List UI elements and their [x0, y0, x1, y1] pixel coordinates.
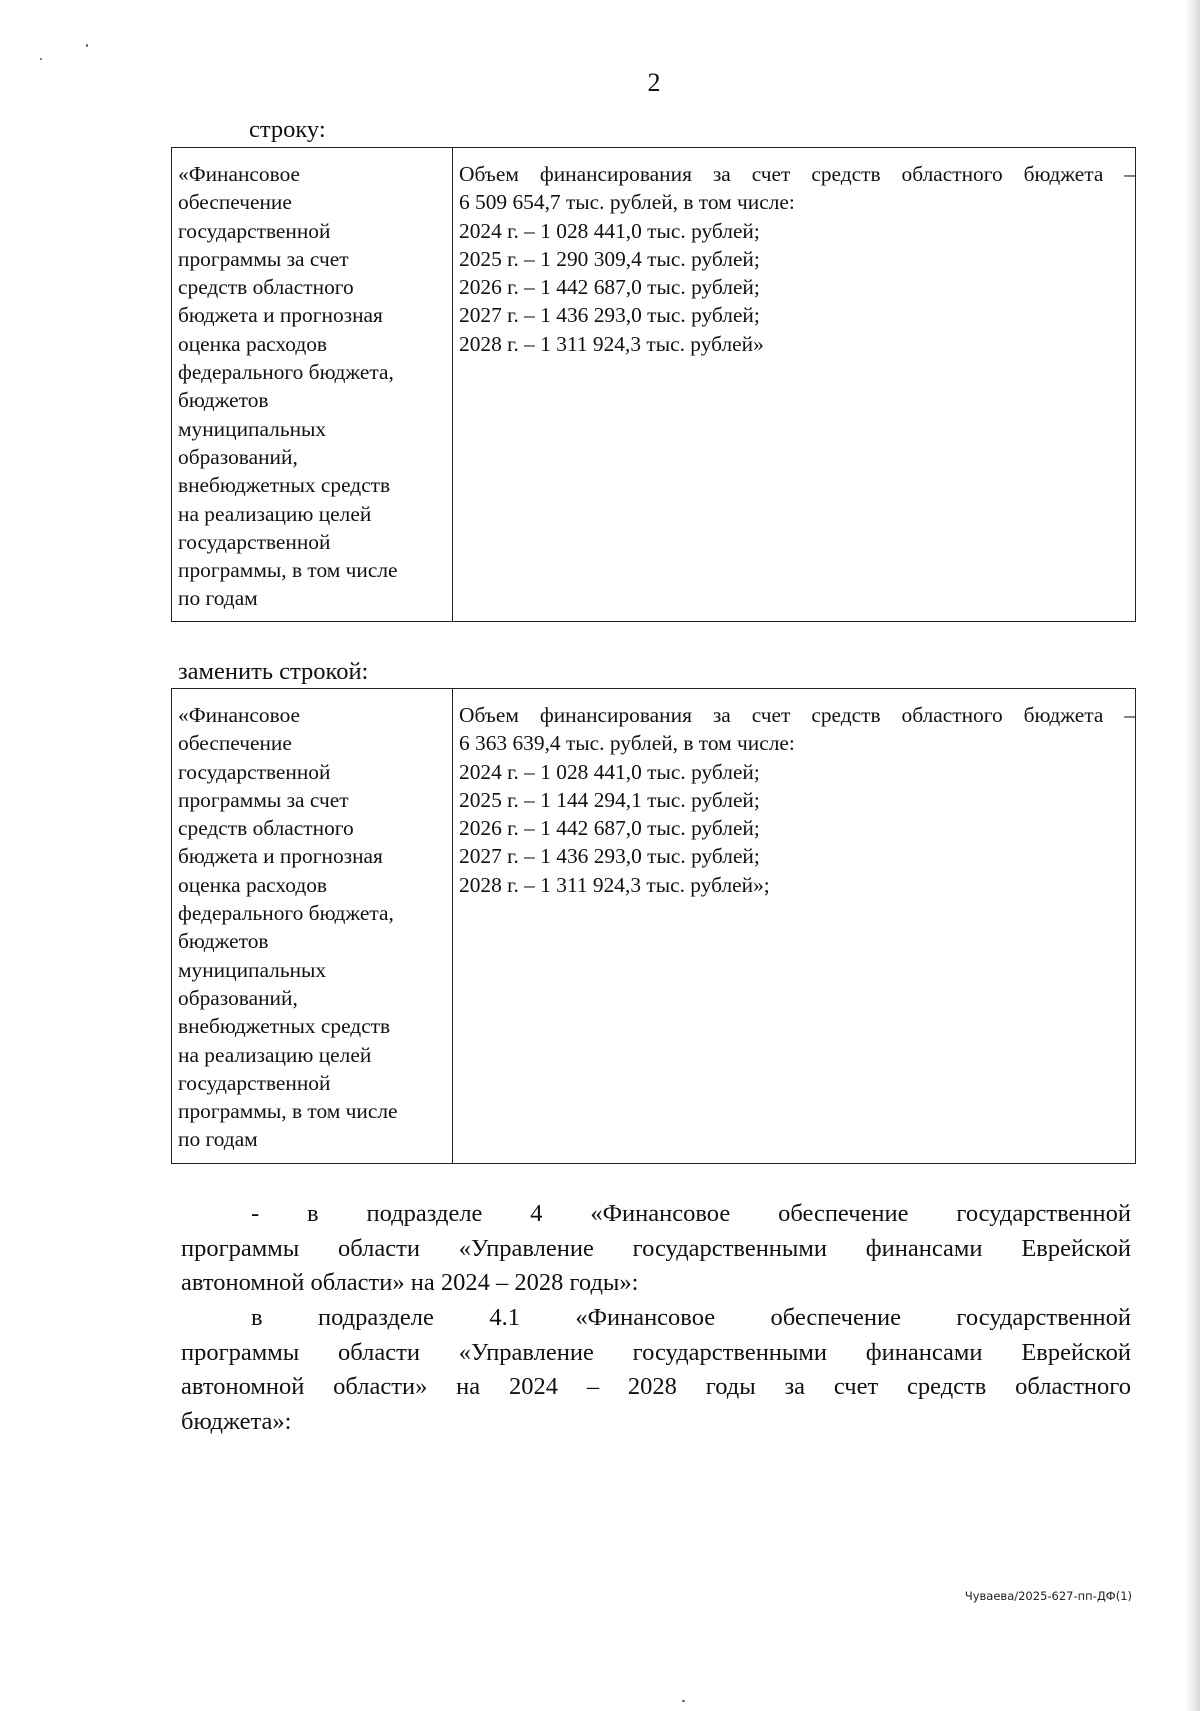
cell-text-line: федерального бюджета,: [178, 901, 394, 926]
cell-text-line: 2026 г. – 1 442 687,0 тыс. рублей;: [459, 275, 760, 300]
original-row-title-cell: [172, 148, 453, 621]
cell-text-line: программы, в том числе: [178, 1099, 398, 1124]
cell-text-line: государственной: [178, 218, 331, 243]
cell-text-line: муниципальных: [178, 416, 327, 441]
cell-text-line: 6 509 654,7 тыс. рублей, в том числе:: [459, 190, 795, 215]
section-label-replacement: заменить строкой:: [178, 658, 369, 685]
replacement-row-value-cell: [453, 689, 1135, 1163]
cell-text-line: государственной: [178, 759, 331, 784]
cell-text-line: программы за счет: [178, 246, 349, 271]
cell-text-line: по годам: [178, 586, 258, 611]
cell-text-line: бюджета и прогнозная: [178, 844, 383, 869]
cell-text-line: «Финансовое: [178, 162, 301, 186]
section-label-original: строку:: [249, 116, 326, 143]
paragraph-subsection-4-1: [181, 1301, 1131, 1440]
cell-text-line: «Финансовое: [178, 703, 301, 727]
replacement-row-title-cell: [172, 689, 453, 1163]
original-row-value-cell: [453, 148, 1135, 621]
page-edge-shadow: [1186, 0, 1200, 1711]
cell-text-line: обеспечение: [178, 731, 292, 756]
replacement-row-table: [171, 688, 1136, 1164]
paragraph-subsection-4: [181, 1197, 1131, 1301]
cell-text-line: федерального бюджета,: [178, 360, 394, 385]
paragraph-line: бюджета»:: [181, 1408, 292, 1436]
cell-text-line: 2024 г. – 1 028 441,0 тыс. рублей;: [459, 218, 760, 243]
cell-text-line: внебюджетных средств: [178, 473, 391, 498]
cell-text-line: 2026 г. – 1 442 687,0 тыс. рублей;: [459, 816, 760, 841]
page-number: 2: [647, 68, 661, 97]
cell-text-line: бюджетов: [178, 388, 269, 413]
paragraph-line: в подразделе 4.1 «Финансовое обеспечение государственной: [251, 1304, 1131, 1331]
cell-text-line: государственной: [178, 1070, 331, 1095]
cell-text-line: оценка расходов: [178, 331, 328, 356]
cell-text-line: оценка расходов: [178, 872, 328, 897]
scan-speck: [682, 1700, 685, 1702]
cell-text-line: бюджетов: [178, 929, 269, 954]
document-code: Чуваева/2025-627-пп-ДФ(1): [964, 1589, 1132, 1603]
cell-text-line: 2027 г. – 1 436 293,0 тыс. рублей;: [459, 844, 760, 869]
cell-text-line: Объем финансирования за счет средств областного бюджета –: [459, 703, 1135, 727]
cell-text-line: 2027 г. – 1 436 293,0 тыс. рублей;: [459, 303, 760, 328]
paragraph-line: - в подразделе 4 «Финансовое обеспечение государственной: [251, 1200, 1131, 1227]
cell-text-line: Объем финансирования за счет средств областного бюджета –: [459, 162, 1135, 186]
cell-text-line: 2028 г. – 1 311 924,3 тыс. рублей»: [459, 331, 764, 356]
paragraph-line: автономной области» на 2024 – 2028 годы за счет средств областного: [181, 1373, 1131, 1401]
cell-text-line: 2024 г. – 1 028 441,0 тыс. рублей;: [459, 759, 760, 784]
cell-text-line: на реализацию целей: [178, 501, 372, 526]
cell-text-line: 2028 г. – 1 311 924,3 тыс. рублей»;: [459, 872, 770, 897]
cell-text-line: образований,: [178, 444, 298, 469]
cell-text-line: 2025 г. – 1 290 309,4 тыс. рублей;: [459, 246, 760, 271]
cell-text-line: средств областного: [178, 816, 354, 841]
paragraph-line: программы области «Управление государственными финансами Еврейской: [181, 1338, 1131, 1366]
cell-text-line: на реализацию целей: [178, 1042, 372, 1067]
cell-text-line: программы, в том числе: [178, 558, 398, 583]
cell-text-line: внебюджетных средств: [178, 1014, 391, 1039]
scan-speck: [40, 58, 42, 60]
paragraph-line: автономной области» на 2024 – 2028 годы»:: [181, 1269, 639, 1297]
scan-speck: [86, 44, 88, 47]
cell-text-line: программы за счет: [178, 787, 349, 812]
original-row-table: [171, 147, 1136, 622]
cell-text-line: муниципальных: [178, 957, 327, 982]
cell-text-line: обеспечение: [178, 190, 292, 215]
paragraph-line: программы области «Управление государственными финансами Еврейской: [181, 1234, 1131, 1262]
cell-text-line: средств областного: [178, 275, 354, 300]
cell-text-line: по годам: [178, 1127, 258, 1152]
cell-text-line: государственной: [178, 529, 331, 554]
cell-text-line: образований,: [178, 985, 298, 1010]
cell-text-line: 6 363 639,4 тыс. рублей, в том числе:: [459, 731, 795, 756]
cell-text-line: 2025 г. – 1 144 294,1 тыс. рублей;: [459, 787, 760, 812]
cell-text-line: бюджета и прогнозная: [178, 303, 383, 328]
